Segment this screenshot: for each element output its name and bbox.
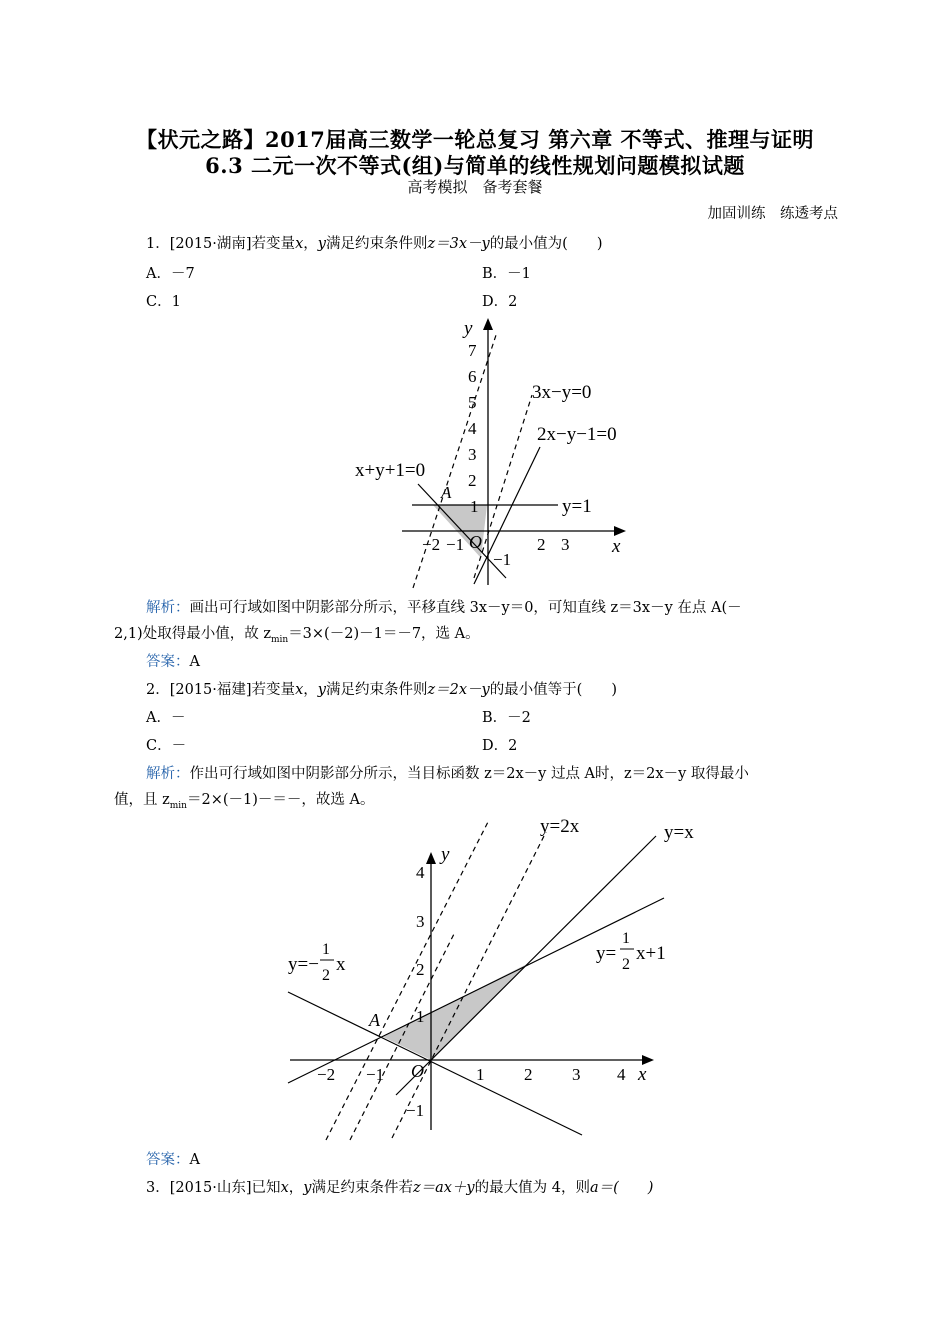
q2-label-half-pos [596,930,666,973]
q2-answer-label: 答案： [146,1152,190,1168]
q2-ytick: −1 [406,1101,425,1120]
q2-label-half-pos-num: 1 [622,930,630,947]
q1-option-d: D．2 [482,294,518,310]
q2-label-half-neg-prefix: y=− [288,954,319,975]
q1-analysis-line2a: 2,1)处取得最小值，故 z [114,626,271,642]
q1-y-arrow-icon [483,318,493,330]
q2-label-x: x [638,1064,647,1085]
q2-ytick: 2 [416,960,425,979]
q2-xtick: 3 [572,1065,581,1084]
q2-var-y: y [317,682,326,698]
q2-analysis-line2a: 值，且 z [114,792,170,808]
q1-analysis [146,596,742,617]
q2-y-arrow-icon [426,852,436,864]
q2-stem-mid: 满足约束条件则 [325,682,428,698]
q1-var-x: x [295,236,304,252]
q2-label-y: y [441,844,450,865]
q2-label-half-pos-tail: x+1 [636,943,666,964]
q2-z-expr: z＝2x－y [427,682,490,698]
q2-label-half-neg-den: 2 [322,967,330,984]
q1-answer-label: 答案： [146,654,190,670]
q2-xtick: −1 [366,1065,385,1084]
q3-a-expr: a＝( ) [589,1180,654,1196]
q1-analysis-line1: 画出可行域如图中阴影部分所示，平移直线 3x－y＝0，可知直线 z＝3x－y 在点 A(－ [189,600,742,616]
q1-var-y: y [317,236,326,252]
q1-label-y: y [464,318,473,339]
q2-analysis-line1: 作出可行域如图中阴影部分所示，当目标函数 z＝2x－y 过点 A时，z＝2x－y 取得最小 [189,766,749,782]
q2-answer-value: A [189,1152,200,1168]
q2-graph [280,812,694,1148]
q3-stem-post: 的最大值为 4，则 [474,1180,590,1196]
q1-ytick: 4 [468,419,477,438]
q1-sep: ， [303,236,318,252]
q3-z-expr: z＝ax＋y [412,1180,475,1196]
q2-analysis [146,762,749,783]
q2-answer [146,1148,200,1169]
q1-answer-value: A [189,654,200,670]
q2-option-c: C．－ [146,738,187,754]
q2-var-x: x [295,682,304,698]
q3-stem [146,1176,653,1197]
q2-analysis-label: 解析： [146,766,190,782]
q1-xtick: −1 [446,535,465,554]
q2-analysis-line2b: ＝2×(－1)－＝－，故选 A。 [186,792,375,808]
q3-var-x: x [280,1180,289,1196]
q1-ytick: 6 [468,367,477,386]
q2-label-half-neg [288,941,346,984]
q2-xtick: 1 [476,1065,485,1084]
q1-label-2x: 2x−y−1=0 [537,424,617,445]
q1-label-3x: 3x−y=0 [532,382,592,403]
q1-label-xy: x+y+1=0 [355,460,426,481]
page-title-line2: 6.3 二元一次不等式(组)与简单的线性规划问题模拟试题 [205,153,745,178]
q2-xtick: −2 [317,1065,336,1084]
q1-ytick: 7 [468,341,477,360]
q3-stem-pre: 3．[2015·山东]已知 [146,1180,281,1196]
q2-label-A: A [369,1010,380,1030]
q2-feasible-region [383,963,529,1060]
q2-label-half-neg-num: 1 [322,941,330,958]
q1-option-b: B．－1 [482,266,531,282]
q1-xtick: −2 [422,535,441,554]
q3-stem-mid: 满足约束条件若 [311,1180,413,1196]
q1-label-A: A [441,483,452,502]
q1-ytick: 3 [468,445,477,464]
q1-label-x: x [612,536,621,557]
q1-label-O: O [469,532,482,552]
q1-analysis-cont [114,622,480,645]
q2-label-half-pos-den: 2 [622,956,630,973]
q1-analysis-label: 解析： [146,600,190,616]
q2-option-d: D．2 [482,738,518,754]
q1-analysis-line2b: ＝3×(－2)－1＝－7，选 A。 [288,626,480,642]
q1-stem-mid: 满足约束条件则 [325,236,428,252]
q2-stem-pre: 2．[2015·福建]若变量 [146,682,296,698]
page-title: 【状元之路】2017届高三数学一轮总复习 第六章 不等式、推理与证明 [135,127,815,152]
q1-ytick: 5 [468,393,477,412]
q1-label-neg1: −1 [493,550,512,569]
q2-label-half-pos-prefix: y= [596,943,617,964]
q2-ytick: 1 [416,1007,425,1026]
q2-label-yx: y=x [664,822,694,843]
q2-label-O: O [411,1061,424,1081]
q1-option-a: A．－7 [146,266,195,282]
q2-analysis-cont [114,788,374,811]
q3-var-y: y [303,1180,312,1196]
q2-stem-post: 的最小值等于( ) [489,682,618,698]
q2-ytick: 3 [416,912,425,931]
q1-stem [146,232,603,253]
q2-label-half-neg-tail: x [336,954,346,975]
q2-line-half-pos [288,898,664,1083]
q2-analysis-sub: min [169,800,187,811]
q1-stem-post: 的最小值为( ) [489,236,603,252]
q1-xtick: 2 [537,535,546,554]
q2-ytick: 4 [416,863,425,882]
q2-option-a: A．－ [146,710,186,726]
q2-option-b: B．－2 [482,710,531,726]
q1-answer [146,650,200,671]
q1-ytick: 1 [470,497,479,516]
q1-stem-pre: 1．[2015·湖南]若变量 [146,236,296,252]
q1-y-ticks [468,341,479,516]
q1-ytick: 2 [468,471,477,490]
q1-x-arrow-icon [614,526,626,536]
q2-sep: ， [303,682,318,698]
section-label: 加固训练 练透考点 [707,206,838,222]
q3-sep: ， [288,1180,304,1196]
q1-graph [340,312,640,592]
q1-z-expr: z＝3x－y [427,236,490,252]
q1-label-y1: y=1 [562,496,592,517]
q2-stem [146,678,617,699]
q2-line-2x-shift-a [326,820,489,1140]
q2-label-2x: y=2x [540,816,580,837]
page-subtitle: 高考模拟 备考套餐 [407,178,543,196]
q1-xtick: 3 [561,535,570,554]
q2-xtick: 2 [524,1065,533,1084]
q2-xtick: 4 [617,1065,626,1084]
q1-analysis-sub: min [270,634,289,645]
q1-option-c: C．1 [146,294,181,310]
